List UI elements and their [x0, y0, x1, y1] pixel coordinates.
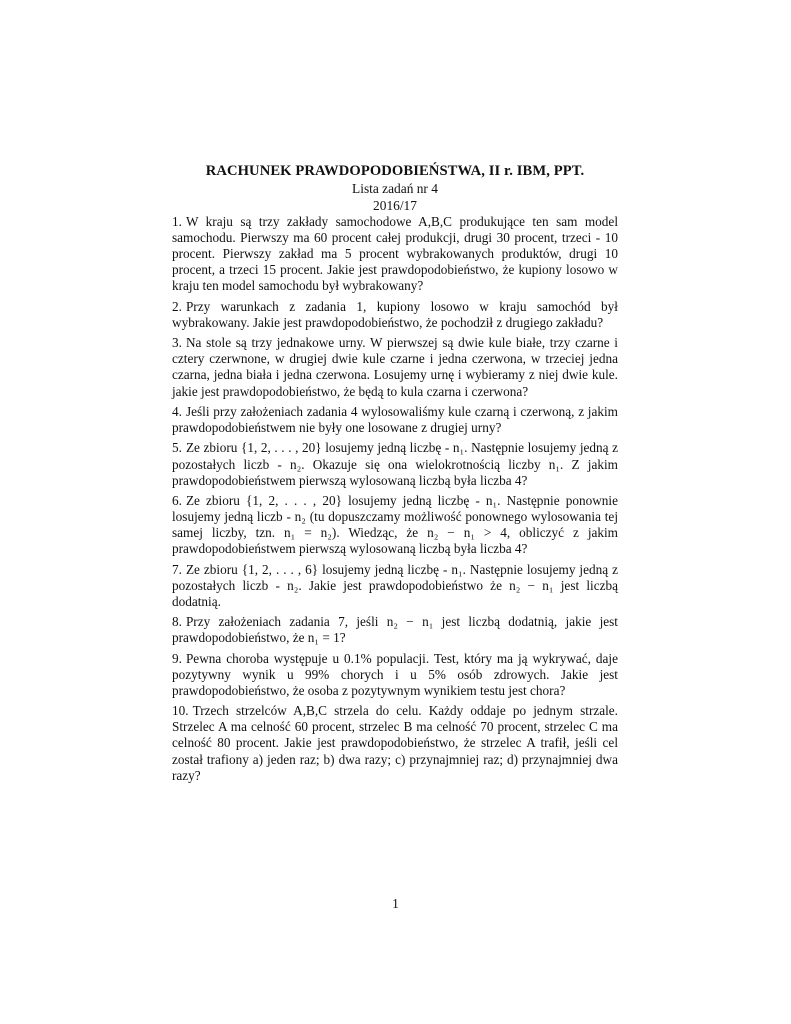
problem-text: Przy założeniach zadania 7, jeśli n₂ − n₁ jest liczbą dodatnią, jakie jest prawdopodobieństwo, że n₁ = 1? — [172, 614, 618, 646]
problem-number: 8. — [172, 614, 182, 630]
problem-item — [172, 404, 618, 436]
problem-text: Ze zbioru {1, 2, . . . , 20} losujemy jedną liczbę - n₁. Następnie losujemy jedną z pozostałych liczb - n₂. Okazuje się ona wielokrotnością liczby n₁. Z jakim prawdopodobieństwem pierwszą wylosowaną liczbą była liczba 4? — [172, 440, 618, 488]
problem-text: Ze zbioru {1, 2, . . . , 6} losujemy jedną liczbę - n₁. Następnie losujemy jedną z pozostałych liczb - n₂. Jakie jest prawdopodobieństwo że n₂ − n₁ jest liczbą dodatnią. — [172, 561, 618, 609]
problem-text: Pewna choroba występuje u 0.1% populacji. Test, który ma ją wykrywać, daje pozytywny wynik u 99% chorych i u 5% osób zdrowych. Jakie jest prawdopodobieństwo, że osoba z pozytywnym wynikiem testu jest chora? — [172, 650, 618, 698]
problem-number: 10. — [172, 703, 189, 719]
problem-text: Jeśli przy założeniach zadania 4 wylosowaliśmy kule czarną i czerwoną, z jakim prawdopodobieństwem nie były one losowane z drugiej urny? — [172, 403, 618, 436]
problem-text: Ze zbioru {1, 2, . . . , 20} losujemy jedną liczbę - n₁. Następnie ponownie losujemy jedną liczb - n₂ (tu dopuszczamy możliwość ponownego wylosowania tej samej liczby, tzn. n₁ = n₂). Wiedząc, że n₂ − n₁ > 4, obliczyć z jakim prawdopodobieństwem pierwszą wylosowaną liczbą była liczba 4? — [172, 492, 618, 557]
document-title: RACHUNEK PRAWDOPODOBIEŃSTWA, II r. IBM, PPT. — [205, 163, 585, 179]
problem-item — [172, 614, 618, 646]
problem-item — [172, 493, 618, 557]
problem-number: 7. — [172, 561, 182, 577]
problem-number: 3. — [172, 335, 182, 351]
academic-year: 2016/17 — [373, 198, 417, 213]
problem-item — [172, 299, 618, 331]
problem-text: Przy warunkach z zadania 1, kupiony losowo w kraju samochód był wybrakowany. Jakie jest prawdopodobieństwo, że pochodził z drugiego zakładu? — [172, 298, 618, 330]
problem-number: 5. — [172, 440, 182, 456]
list-number: Lista zadań nr 4 — [352, 181, 438, 196]
problem-text: W kraju są trzy zakłady samochodowe A,B,C produkujące ten sam model samochodu. Pierwszy ma 60 procent całej produkcji, drugi 30 procent, trzeci - 10 procent. Pierwszy zakład ma 5 procent wybrakowanych produktów, drugi 10 procent, a trzeci 15 procent. Jakie jest prawdopodobieństwo, że kupiony losowo w kraju ten model samochodu był wybrakowany? — [172, 214, 618, 294]
problem-number: 1. — [172, 214, 182, 229]
problem-item — [172, 335, 618, 399]
problem-list — [172, 214, 618, 788]
page-number: 1 — [392, 896, 399, 911]
problem-text: Na stole są trzy jednakowe urny. W pierwszej są dwie kule białe, trzy czarne i cztery czerwnone, w drugiej dwie kule czarne i jedna czerwona, w trzeciej jedna czarna, jedna biała i jedna czerwona. Losujemy urnę i wybieramy z niej dwie kule. jakie jest prawdopodobieństwo, że będą to kula czarna i czerwona? — [172, 335, 618, 399]
problem-item — [172, 214, 618, 294]
problem-item — [172, 440, 618, 488]
problem-item — [172, 651, 618, 699]
document-header — [172, 163, 618, 214]
problem-number: 2. — [172, 298, 182, 314]
problem-text: Trzech strzelców A,B,C strzela do celu. Każdy oddaje po jednym strzale. Strzelec A ma celność 60 procent, strzelec B ma celność 70 procent, strzelec C ma celność 80 procent. Jakie jest prawdopodobieństwo, że strzelec A trafił, jeśli cel został trafiony a) jeden raz; b) dwa razy; c) przynajmniej raz; d) przynajmniej dwa razy? — [172, 703, 618, 783]
problem-item — [172, 703, 618, 783]
problem-item — [172, 562, 618, 610]
problem-number: 9. — [172, 650, 182, 666]
problem-number: 6. — [172, 492, 182, 508]
problem-number: 4. — [172, 403, 182, 419]
